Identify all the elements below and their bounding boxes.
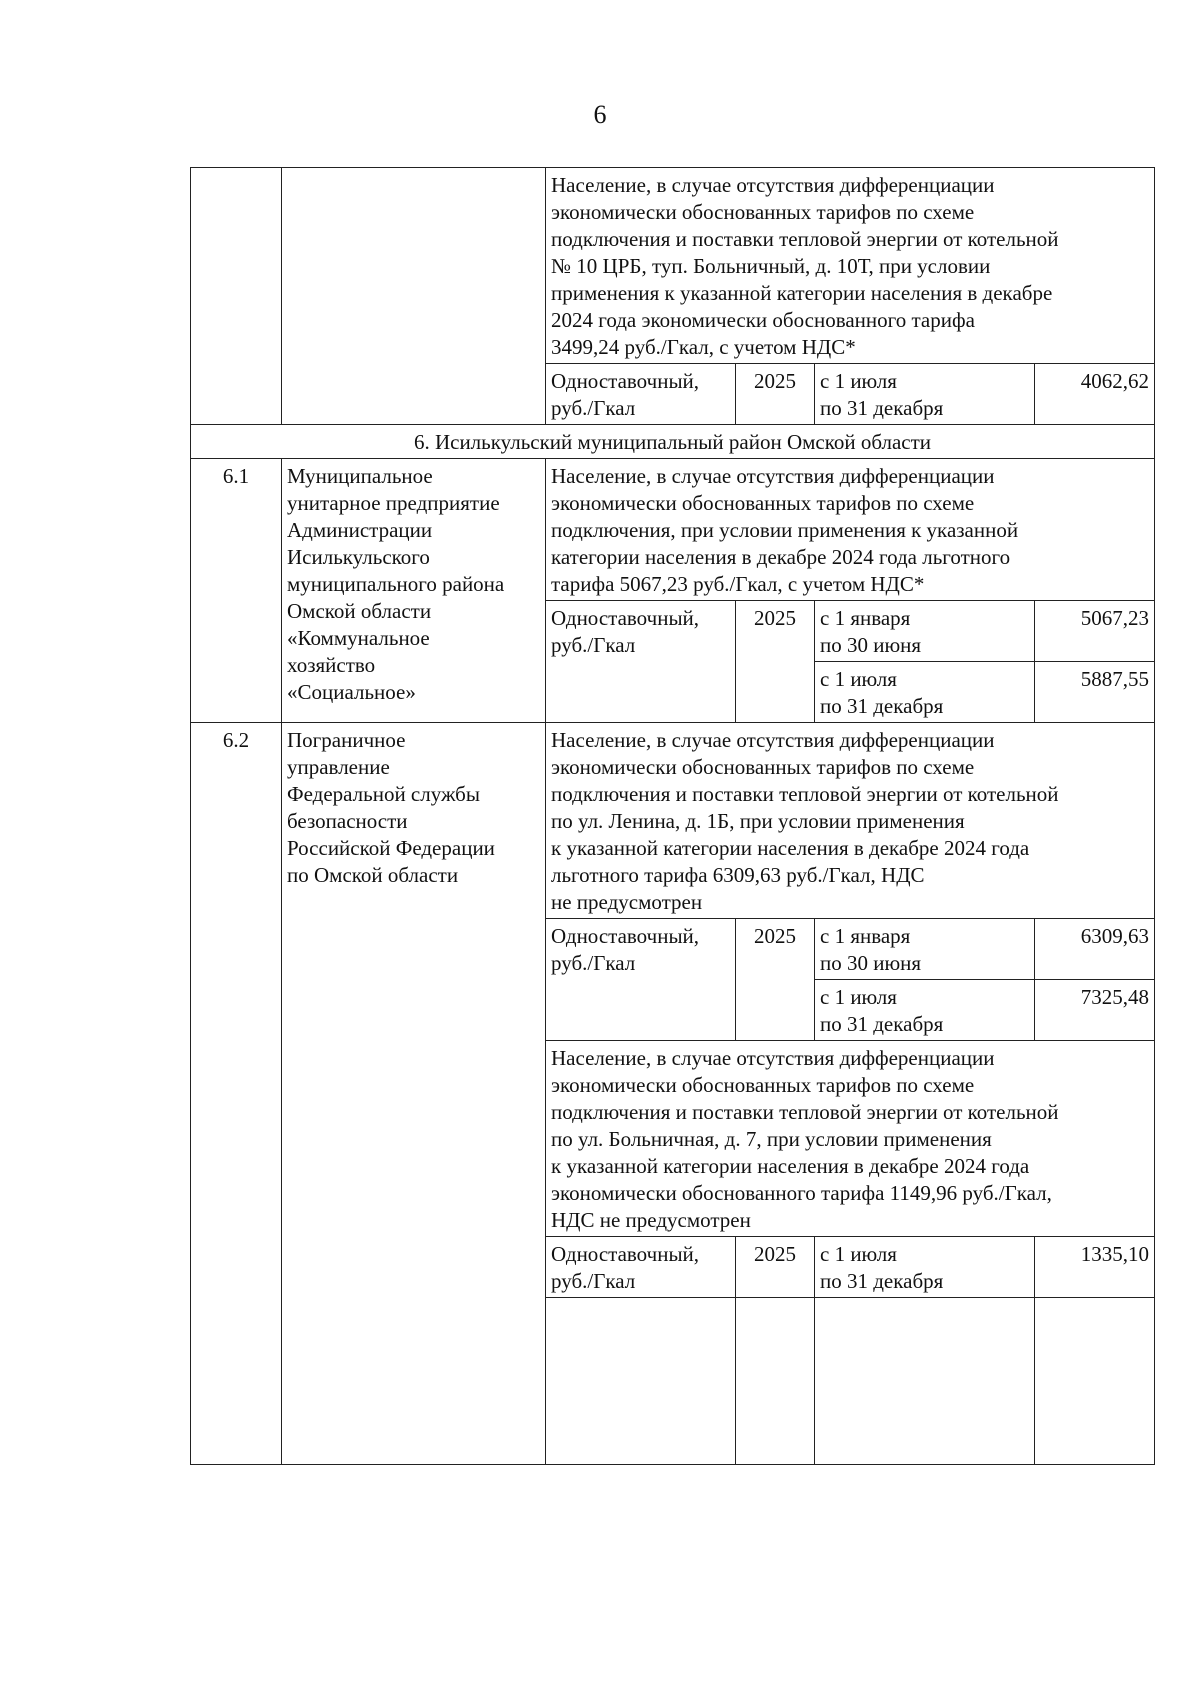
tariff-unit: Одноставочный, руб./Гкал <box>546 364 736 425</box>
row-number: 6.2 <box>191 723 282 1465</box>
organization-name: Муниципальное унитарное предприятие Администрации Исилькульского муниципального района Омской области «Коммунальное хозяйство «Социальное» <box>282 459 546 723</box>
tariff-period: с 1 января по 30 июня <box>815 601 1035 662</box>
table-row <box>191 459 1155 601</box>
tariff-value: 1335,10 <box>1035 1237 1155 1298</box>
tariff-period: с 1 июля по 31 декабря <box>815 980 1035 1041</box>
row-number: 6.1 <box>191 459 282 723</box>
tariff-value: 4062,62 <box>1035 364 1155 425</box>
section-title: 6. Исилькульский муниципальный район Омской области <box>191 425 1155 459</box>
consumer-description: Население, в случае отсутствия дифференциации экономически обоснованных тарифов по схеме подключения и поставки тепловой энергии от котельной по ул. Ленина, д. 1Б, при условии применения к указанной категории населения в декабре 2024 года льготного тарифа 6309,63 руб./Гкал, НДС не предусмотрен <box>546 723 1155 919</box>
tariff-period: с 1 января по 30 июня <box>815 919 1035 980</box>
empty-cell <box>815 1298 1035 1465</box>
tariff-value: 7325,48 <box>1035 980 1155 1041</box>
section-row <box>191 425 1155 459</box>
tariff-period: с 1 июля по 31 декабря <box>815 1237 1035 1298</box>
tariff-unit: Одноставочный, руб./Гкал <box>546 601 736 723</box>
empty-cell <box>736 1298 815 1465</box>
consumer-description: Население, в случае отсутствия дифференциации экономически обоснованных тарифов по схеме подключения, при условии применения к указанной категории населения в декабре 2024 года льготного тарифа 5067,23 руб./Гкал, с учетом НДС* <box>546 459 1155 601</box>
tariff-year: 2025 <box>736 1237 815 1298</box>
tariff-period: с 1 июля по 31 декабря <box>815 364 1035 425</box>
tariff-year: 2025 <box>736 919 815 1041</box>
tariff-period: с 1 июля по 31 декабря <box>815 662 1035 723</box>
tariff-year: 2025 <box>736 601 815 723</box>
table-row <box>191 168 1155 364</box>
tariff-table <box>190 167 1155 1465</box>
consumer-description: Население, в случае отсутствия дифференциации экономически обоснованных тарифов по схеме подключения и поставки тепловой энергии от котельной № 10 ЦРБ, туп. Больничный, д. 10Т, при условии применения к указанной категории населения в декабре 2024 года экономически обоснованного тарифа 3499,24 руб./Гкал, с учетом НДС* <box>546 168 1155 364</box>
organization-cell <box>282 168 546 425</box>
page-number: 6 <box>593 100 607 129</box>
tariff-value: 5887,55 <box>1035 662 1155 723</box>
tariff-unit: Одноставочный, руб./Гкал <box>546 1237 736 1298</box>
empty-cell <box>546 1298 736 1465</box>
tariff-value: 6309,63 <box>1035 919 1155 980</box>
organization-name: Пограничное управление Федеральной службы безопасности Российской Федерации по Омской области <box>282 723 546 1465</box>
empty-cell <box>1035 1298 1155 1465</box>
table-row <box>191 723 1155 919</box>
consumer-description: Население, в случае отсутствия дифференциации экономически обоснованных тарифов по схеме подключения и поставки тепловой энергии от котельной по ул. Больничная, д. 7, при условии применения к указанной категории населения в декабре 2024 года экономически обоснованного тарифа 1149,96 руб./Гкал, НДС не предусмотрен <box>546 1041 1155 1237</box>
tariff-unit: Одноставочный, руб./Гкал <box>546 919 736 1041</box>
tariff-value: 5067,23 <box>1035 601 1155 662</box>
tariff-year: 2025 <box>736 364 815 425</box>
number-cell <box>191 168 282 425</box>
